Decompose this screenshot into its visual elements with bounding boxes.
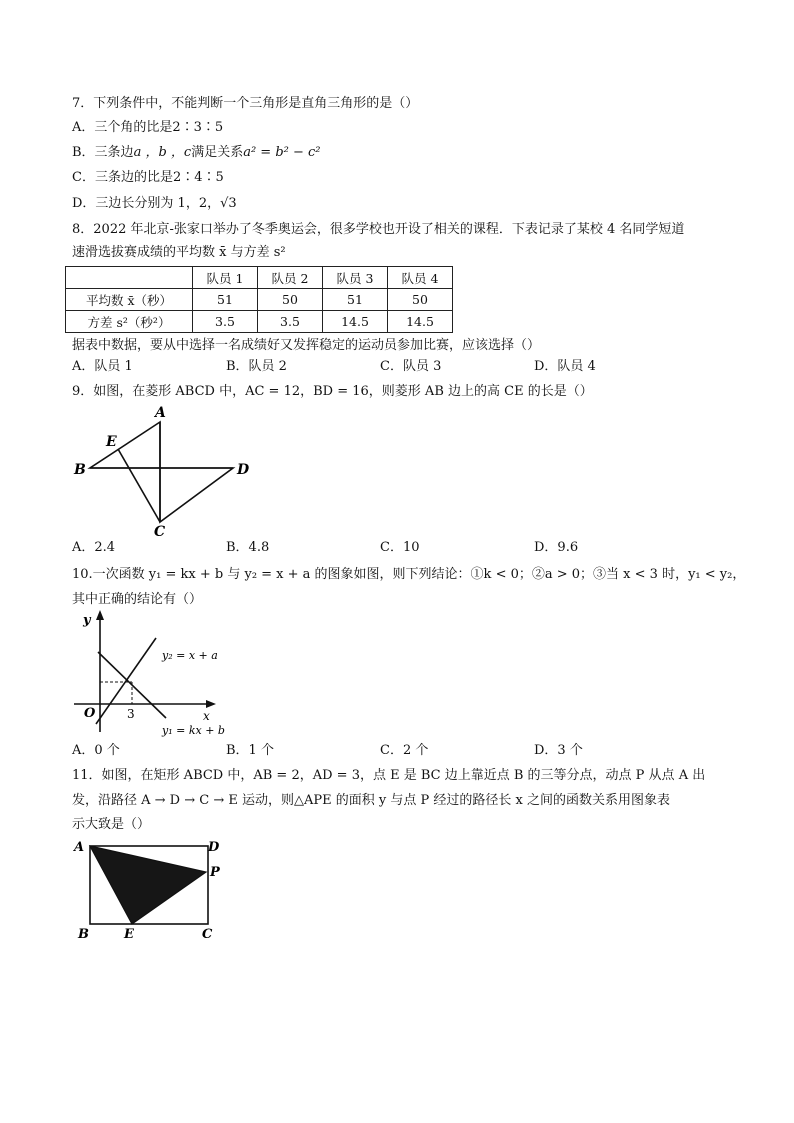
q8-stem-line2: 速滑选拔赛成绩的平均数 x̄ 与方差 s² — [72, 245, 286, 260]
q7-option-d-root: √3 — [220, 196, 237, 211]
tick-3-label: 3 — [127, 707, 135, 721]
table-cell: 51 — [323, 289, 388, 311]
q7-option-b-vars: a ，b ，c — [133, 145, 192, 160]
q8-option-c: C．队员 3 — [380, 359, 442, 374]
table-header-row — [66, 267, 453, 289]
q7-option-b-prefix: B．三条边 — [72, 145, 134, 160]
q9-option-c: C．10 — [380, 540, 420, 555]
label-d: D — [208, 840, 220, 855]
q8-option-d: D．队员 4 — [534, 359, 596, 374]
q7-option-b — [72, 143, 321, 163]
q10-option-b: B．1 个 — [226, 743, 274, 758]
label-c: C — [202, 927, 213, 942]
q7-stem: 7．下列条件中，不能判断一个三角形是直角三角形的是（） — [72, 96, 419, 111]
table-row — [66, 311, 453, 333]
table-header-cell — [66, 267, 193, 289]
q11-stem-line3: 示大致是（） — [72, 817, 151, 832]
table-header-cell: 队员 2 — [258, 267, 323, 289]
label-c: C — [154, 524, 166, 540]
y-axis-arrow-icon — [96, 610, 104, 620]
line-y2-label: y₂ = x + a — [162, 649, 218, 662]
x-axis-arrow-icon — [206, 700, 216, 708]
q10-stem-line1: 10.一次函数 y₁ = kx + b 与 y₂ = x + a 的图象如图，则下列结论：①k < 0；②a > 0；③当 x < 3 时，y₁ < y₂， — [72, 567, 746, 582]
q11-rectangle-figure — [72, 836, 232, 946]
q9-option-b: B．4.8 — [226, 540, 270, 555]
y-axis-label: y — [83, 613, 91, 628]
table-header-cell: 队员 3 — [323, 267, 388, 289]
q9-option-d: D．9.6 — [534, 540, 579, 555]
q10-option-d: D．3 个 — [534, 743, 583, 758]
q7-option-b-mid: 满足关系 — [191, 145, 244, 160]
table-cell: 50 — [258, 289, 323, 311]
q7-option-b-relation: a² = b² − c² — [243, 145, 321, 160]
q9-option-a: A．2.4 — [72, 540, 116, 555]
q11-stem-line2: 发，沿路径 A → D → C → E 运动，则△APE 的面积 y 与点 P 经过的路径长 x 之间的函数关系用图象表 — [72, 793, 670, 808]
q7-option-d — [72, 194, 237, 214]
q10-options — [72, 741, 732, 761]
origin-label: O — [84, 706, 96, 721]
triangle-ape — [90, 846, 206, 924]
table-cell: 3.5 — [193, 311, 258, 333]
q10-option-a: A．0 个 — [72, 743, 120, 758]
table-header-cell: 队员 1 — [193, 267, 258, 289]
q8-option-b: B．队员 2 — [226, 359, 287, 374]
label-a: A — [155, 405, 166, 421]
q11-stem-line1: 11．如图，在矩形 ABCD 中，AB = 2，AD = 3，点 E 是 BC 边上靠近点 B 的三等分点，动点 P 从点 A 出 — [72, 768, 706, 783]
q10-graph-figure — [72, 608, 242, 738]
table-cell: 51 — [193, 289, 258, 311]
table-row — [66, 289, 453, 311]
q9-stem: 9．如图，在菱形 ABCD 中，AC = 12，BD = 16，则菱形 AB 边上的高 CE 的长是（） — [72, 384, 593, 399]
label-e: E — [106, 434, 117, 450]
table-cell: 3.5 — [258, 311, 323, 333]
x-axis-label: x — [203, 709, 210, 723]
height-ce — [118, 449, 160, 522]
label-a: A — [74, 840, 85, 855]
q10-stem-line2: 其中正确的结论有（） — [72, 592, 203, 607]
q7-option-c: C．三条边的比是2∶4∶5 — [72, 170, 224, 185]
q8-option-a: A．队员 1 — [72, 359, 133, 374]
line-y2 — [96, 638, 156, 724]
label-p: P — [210, 865, 220, 880]
q10-option-c: C．2 个 — [380, 743, 429, 758]
q8-stats-table — [65, 266, 453, 333]
line-y1-label: y₁ = kx + b — [162, 724, 225, 737]
q7-option-a: A．三个角的比是2∶3∶5 — [72, 120, 224, 135]
label-b: B — [78, 927, 89, 942]
label-b: B — [74, 462, 86, 478]
table-cell: 方差 s²（秒²） — [66, 311, 193, 333]
q8-stem-line1: 8．2022 年北京-张家口举办了冬季奥运会，很多学校也开设了相关的课程．下表记录了某校 4 名同学短道 — [72, 222, 685, 237]
q7-option-d-prefix: D．三边长分别为 1，2， — [72, 196, 221, 211]
table-header-cell: 队员 4 — [388, 267, 453, 289]
table-cell: 平均数 x̄（秒） — [66, 289, 193, 311]
label-e: E — [124, 927, 134, 942]
table-cell: 14.5 — [323, 311, 388, 333]
q8-options — [72, 357, 732, 377]
label-d: D — [237, 462, 250, 478]
table-cell: 50 — [388, 289, 453, 311]
q8-follow-up: 据表中数据，要从中选择一名成绩好又发挥稳定的运动员参加比赛，应该选择（） — [72, 338, 541, 353]
q9-options — [72, 538, 732, 558]
q9-rhombus-figure — [70, 402, 260, 542]
table-cell: 14.5 — [388, 311, 453, 333]
